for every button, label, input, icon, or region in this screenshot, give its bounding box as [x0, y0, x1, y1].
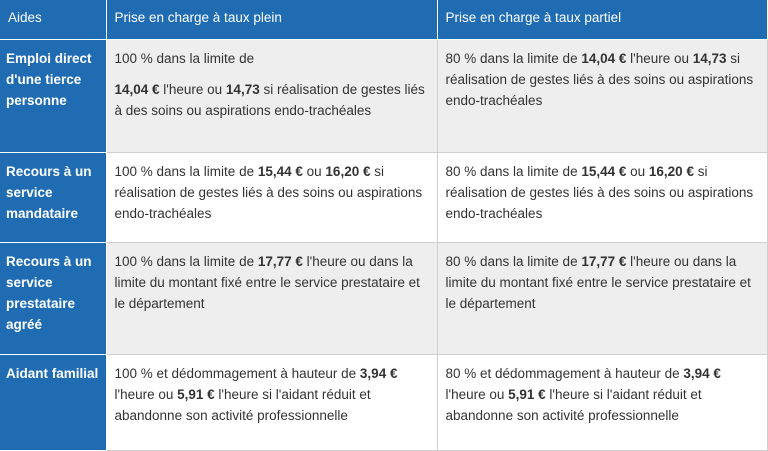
cell-text: l'heure ou dans la limite du montant fixé entre le service prestataire et le département [114, 253, 420, 311]
amount-value: 17,77 € [257, 253, 303, 269]
table-row [0, 242, 767, 354]
cell-text: si réalisation de gestes liés à des soins ou aspirations endo-trachéales [445, 163, 754, 221]
table-row [0, 152, 767, 242]
cell-service-mandataire-partiel [437, 152, 767, 242]
table-row [0, 354, 767, 450]
cell-aidant-familial-partiel [437, 354, 767, 450]
cell-text: si réalisation de gestes liés à des soins ou aspirations endo-trachéales [114, 81, 425, 118]
amount-value: 3,94 € [359, 365, 398, 381]
cell-text: l'heure ou [159, 81, 226, 97]
cell-text: 80 % et dédommagement à hauteur de [445, 365, 684, 381]
amount-value: 14,73 [225, 81, 260, 97]
cell-text: 100 % dans la limite de [114, 163, 258, 179]
row-label-aidant-familial: Aidant familial [0, 354, 106, 450]
cell-text: l'heure ou [626, 50, 693, 66]
cell-text: l'heure ou dans la limite du montant fixé entre le service prestataire et le département [445, 253, 751, 311]
amount-value: 14,04 € [114, 81, 160, 97]
amount-value: 16,20 € [648, 163, 694, 179]
cell-service-prestataire-plein [106, 242, 437, 354]
cell-service-prestataire-partiel [437, 242, 767, 354]
cell-text: 100 % dans la limite de [114, 253, 258, 269]
cell-aidant-familial-plein [106, 354, 437, 450]
header-aides: Aides [0, 0, 106, 39]
cell-text: ou [302, 163, 326, 179]
cell-text: ou [626, 163, 649, 179]
cell-text: si réalisation de gestes liés à des soins ou aspirations endo-trachéales [445, 50, 754, 108]
cell-text: 80 % dans la limite de [445, 50, 582, 66]
cell-emploi-direct-partiel [437, 39, 767, 152]
cell-emploi-direct-plein [106, 39, 437, 152]
amount-value: 16,20 € [325, 163, 371, 179]
row-label-service-mandataire: Recours à un service mandataire [0, 152, 106, 242]
amount-value: 15,44 € [257, 163, 303, 179]
cell-text: 100 % et dédommagement à hauteur de [114, 365, 360, 381]
row-label-emploi-direct: Emploi direct d'une tierce personne [0, 39, 106, 152]
cell-text: si réalisation de gestes liés à des soins ou aspirations endo-trachéales [114, 163, 423, 221]
cell-text: l'heure si l'aidant réduit et abandonne son activité professionnelle [445, 386, 702, 423]
row-label-service-prestataire: Recours à un service prestataire agréé [0, 242, 106, 354]
cell-text: l'heure ou [114, 386, 178, 402]
amount-value: 3,94 € [683, 365, 721, 381]
cell-text: l'heure ou [445, 386, 509, 402]
cell-text: 80 % dans la limite de [445, 163, 582, 179]
cell-text: l'heure si l'aidant réduit et abandonne son activité professionnelle [114, 386, 371, 423]
header-taux-partiel: Prise en charge à taux partiel [437, 0, 767, 39]
amount-value: 17,77 € [581, 253, 627, 269]
table-row [0, 39, 767, 152]
header-taux-plein: Prise en charge à taux plein [106, 0, 437, 39]
header-row [0, 0, 767, 39]
amount-value: 14,04 € [581, 50, 627, 66]
cell-text: 100 % dans la limite de [114, 50, 255, 66]
cell-service-mandataire-plein [106, 152, 437, 242]
amount-value: 5,91 € [177, 386, 215, 402]
amount-value: 5,91 € [508, 386, 546, 402]
cell-text: 80 % dans la limite de [445, 253, 582, 269]
amount-value: 15,44 € [581, 163, 627, 179]
amount-value: 14,73 [692, 50, 727, 66]
